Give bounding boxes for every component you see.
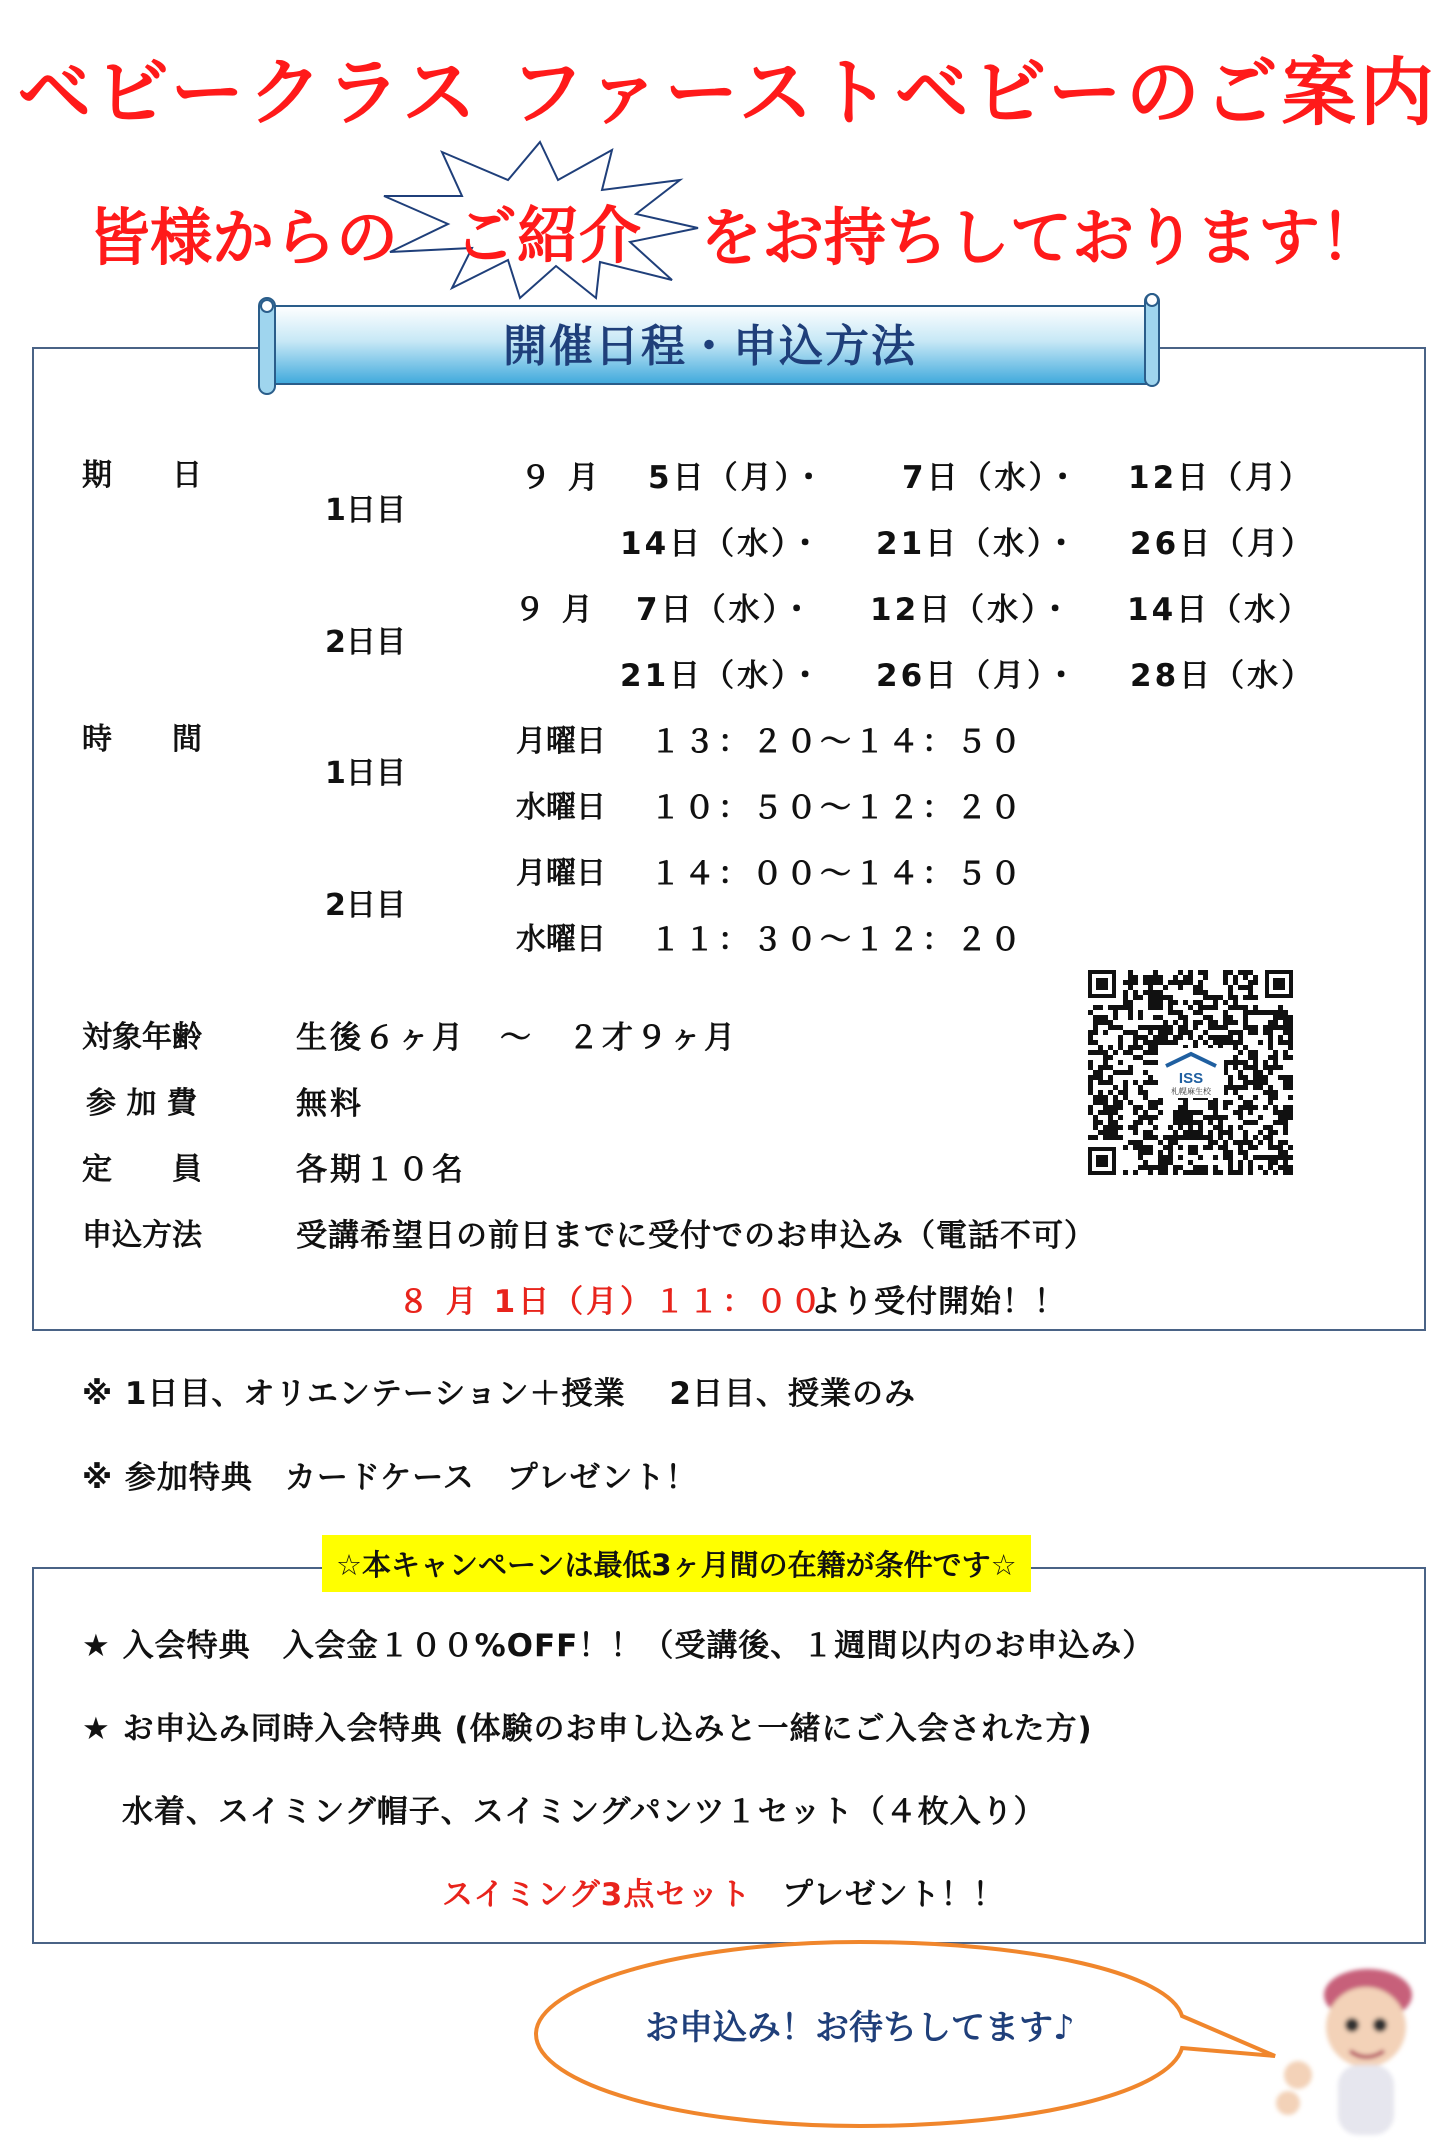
campaign-condition-banner: ☆本キャンペーンは最低3ヶ月間の在籍が条件です☆ <box>322 1535 1031 1592</box>
campaign-gift-suffix: プレゼント！！ <box>782 1877 1005 1913</box>
day2-date: 26日（月）・ <box>876 658 1080 694</box>
time-range: １１：３０～１２：２０ <box>650 922 1024 958</box>
time-weekday: 月曜日 <box>516 856 606 891</box>
day1-date: 12日（月） <box>1128 460 1314 496</box>
start-suffix: より受付開始！！ <box>810 1284 1066 1320</box>
dates-label: 期 日 <box>82 458 202 493</box>
time-weekday: 水曜日 <box>516 790 606 825</box>
day2-date: 28日（水） <box>1130 658 1316 694</box>
qr-logo-sub: 札幌麻生校 <box>1171 1087 1211 1096</box>
age-value: 生後６ヶ月 ～ ２才９ヶ月 <box>296 1020 738 1056</box>
page-title: ベビークラス ファーストベビーのご案内 <box>17 50 1438 136</box>
capacity-label: 定 員 <box>82 1152 202 1187</box>
age-label: 対象年齢 <box>82 1020 202 1055</box>
day2-month: ９ 月 <box>514 592 596 628</box>
day2-date: 7日（水）・ <box>636 592 816 628</box>
start-date: ８ 月 1日（月）１１：００ <box>398 1284 825 1320</box>
time-range: １０：５０～１２：２０ <box>650 790 1024 826</box>
subtitle-part3: をお持ちしております！ <box>700 201 1383 274</box>
day1-date: 5日（月）・ <box>648 460 828 496</box>
qr-code <box>1088 970 1293 1175</box>
time-label: 時 間 <box>82 722 202 757</box>
subtitle-part2: ご紹介 <box>455 199 642 272</box>
dates-day2-label: 2日目 <box>325 625 406 660</box>
time-weekday: 水曜日 <box>516 922 606 957</box>
bubble-text: お申込み！お待ちしてます♪ <box>645 2008 1075 2048</box>
mascot-illustration <box>1258 1955 1438 2141</box>
day1-date: 14日（水）・ <box>620 526 824 562</box>
campaign-line: 水着、スイミング帽子、スイミングパンツ１セット（４枚入り） <box>122 1794 1046 1830</box>
day1-date: 21日（水）・ <box>876 526 1080 562</box>
day2-date: 21日（水）・ <box>620 658 824 694</box>
apply-label: 申込方法 <box>82 1218 202 1253</box>
campaign-gift-red: スイミング3点セット <box>442 1877 752 1913</box>
apply-value: 受講希望日の前日までに受付でのお申込み（電話不可） <box>296 1218 1096 1254</box>
time-range: １４：００～１４：５０ <box>650 856 1024 892</box>
campaign-line: ★ お申込み同時入会特典 (体験のお申し込みと一緒にご入会された方) <box>82 1711 1093 1747</box>
note-bonus: ※ 参加特典 カードケース プレゼント！ <box>82 1460 698 1496</box>
capacity-value: 各期１０名 <box>296 1152 466 1188</box>
dates-day1-label: 1日目 <box>325 493 406 528</box>
day2-date: 12日（水）・ <box>870 592 1074 628</box>
day1-date: 26日（月） <box>1130 526 1316 562</box>
note-orientation: ※ 1日目、オリエンテーション＋授業 2日目、授業のみ <box>82 1376 916 1412</box>
time-range: １３：２０～１４：５０ <box>650 724 1024 760</box>
fee-value: 無料 <box>296 1086 364 1122</box>
fee-label: 参 加 費 <box>86 1086 197 1121</box>
time-weekday: 月曜日 <box>516 724 606 759</box>
day1-date: 7日（水）・ <box>902 460 1082 496</box>
time-day2-label: 2日目 <box>325 888 406 923</box>
subtitle-part1: 皆様からの <box>88 201 399 274</box>
banner-title: 開催日程・申込方法 <box>503 321 917 372</box>
time-day1-label: 1日目 <box>325 756 406 791</box>
day2-date: 14日（水） <box>1127 592 1313 628</box>
campaign-line: ★ 入会特典 入会金１００%OFF！！（受講後、１週間以内のお申込み） <box>82 1628 1155 1664</box>
qr-logo-text: ISS <box>1178 1070 1204 1087</box>
day1-month: ９ 月 <box>520 460 602 496</box>
